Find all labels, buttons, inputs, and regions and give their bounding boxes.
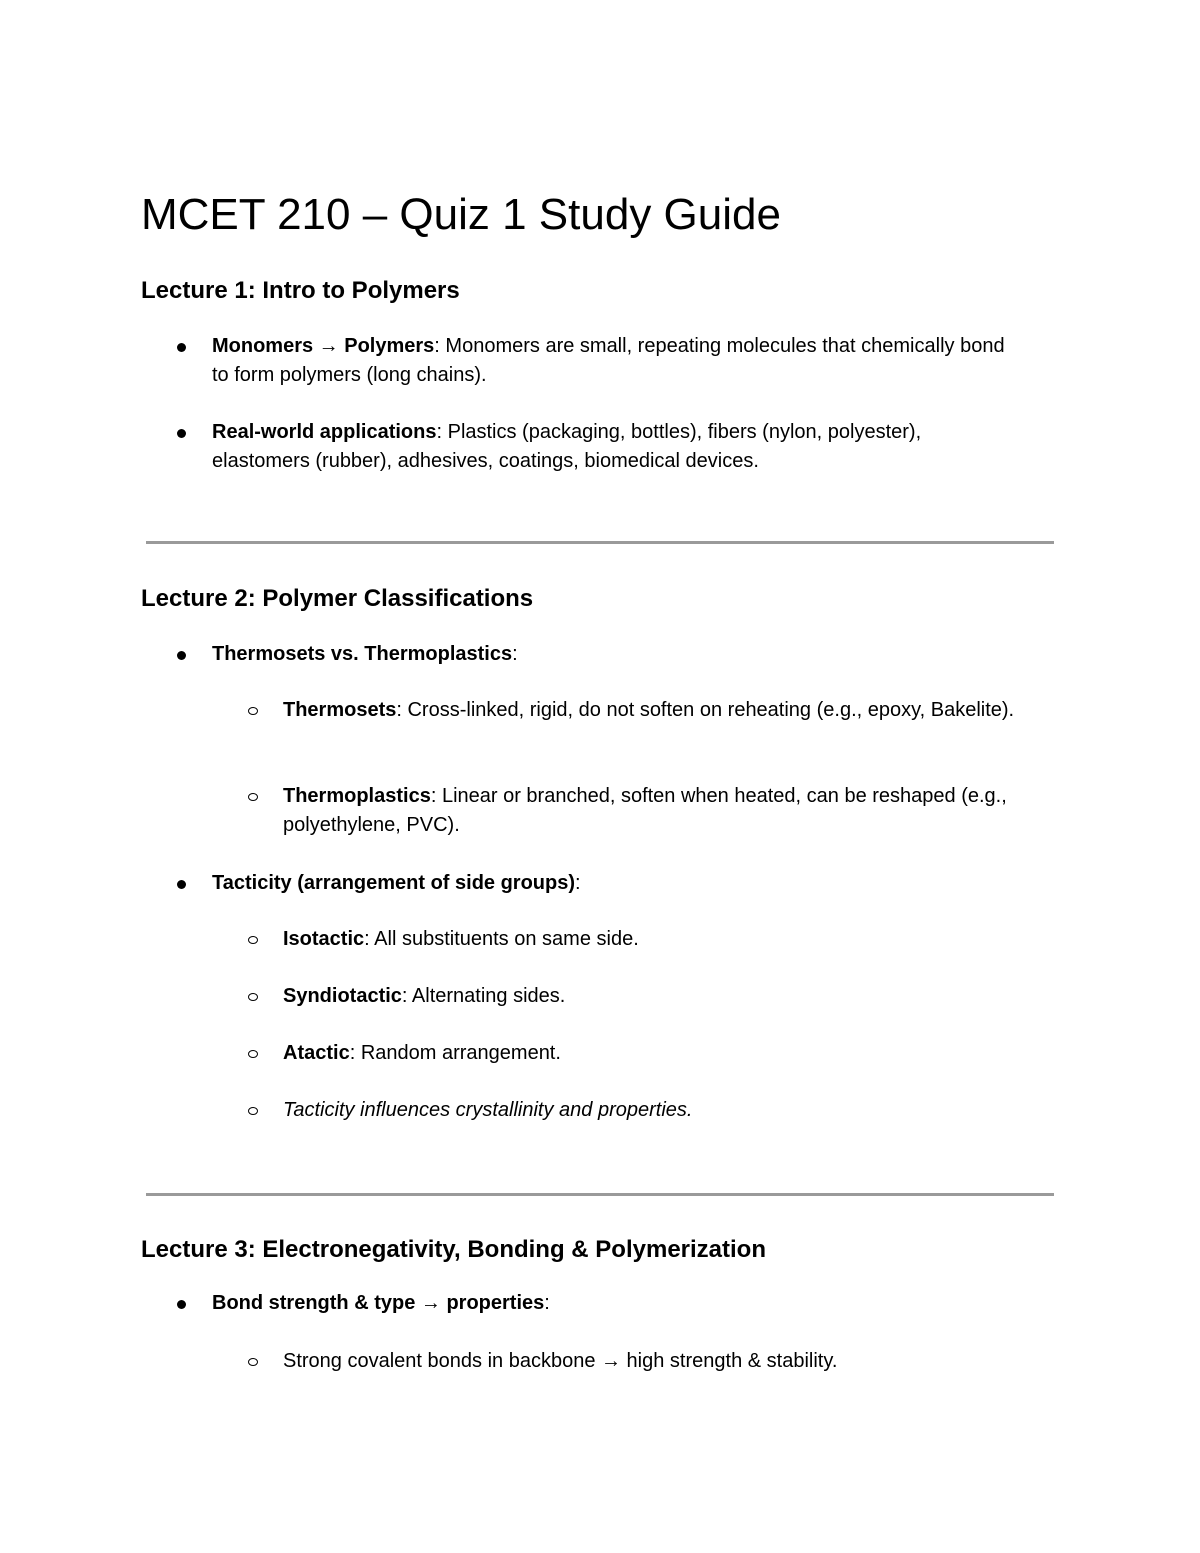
list-item [283,782,1023,840]
item-term: Real-world applications [212,421,437,443]
hollow-bullet-icon [248,793,258,801]
section-heading-lecture-2: Lecture 2: Polymer Classifications [141,585,534,612]
item-text: : Cross-linked, rigid, do not soften on reheating (e.g., epoxy, Bakelite). [396,699,1015,721]
hollow-bullet-icon [248,707,258,715]
horizontal-divider [146,541,1054,544]
list-item [212,332,1022,390]
list-item [283,1347,1023,1376]
hollow-bullet-icon [248,1107,258,1115]
hollow-bullet-icon [248,993,258,1001]
list-item [212,418,1022,476]
item-term: Atactic [283,1042,350,1064]
hollow-bullet-icon [248,936,258,944]
list-item [283,1096,1023,1125]
item-term: Thermoplastics [283,785,431,807]
bullet-icon [177,651,186,660]
item-text: : All substituents on same side. [364,928,639,950]
item-text: : Monomers are small, repeating molecules that chemically bond to form polymers (long chains). [212,335,1005,386]
bullet-icon [177,1300,186,1309]
item-term: Thermosets [283,699,397,721]
section-heading-lecture-3: Lecture 3: Electronegativity, Bonding & Polymerization [141,1236,766,1263]
section-heading-lecture-1: Lecture 1: Intro to Polymers [141,277,460,304]
item-text: : [512,643,518,665]
list-item [212,869,1022,898]
list-item [283,982,1023,1011]
hollow-bullet-icon [248,1358,258,1366]
item-text: : [544,1292,550,1314]
item-text: : Plastics (packaging, bottles), fibers (nylon, polyester), elastomers (rubber), adhesives, coatings, biomedical devices. [212,421,922,472]
bullet-icon [177,429,186,438]
item-term: Tacticity (arrangement of side groups) [212,872,576,894]
item-term: Syndiotactic [283,985,402,1007]
item-text: : Random arrangement. [349,1042,561,1064]
item-term: Monomers → Polymers [212,335,435,357]
list-item [212,640,1022,669]
item-term: Thermosets vs. Thermoplastics [212,643,513,665]
item-text: : Alternating sides. [401,985,566,1007]
item-text: : [575,872,581,894]
horizontal-divider [146,1193,1054,1196]
item-text: Tacticity influences crystallinity and properties. [283,1099,693,1121]
list-item [283,696,1023,725]
item-term: Bond strength & type → properties [212,1292,545,1314]
bullet-icon [177,880,186,889]
item-text: Strong covalent bonds in backbone → high strength & stability. [283,1350,838,1372]
item-term: Isotactic [283,928,365,950]
list-item [283,925,1023,954]
list-item [283,1039,1023,1068]
hollow-bullet-icon [248,1050,258,1058]
bullet-icon [177,343,186,352]
list-item [212,1289,1022,1318]
page-title: MCET 210 – Quiz 1 Study Guide [141,190,781,239]
item-text: : Linear or branched, soften when heated, can be reshaped (e.g., polyethylene, PVC). [283,785,1007,836]
